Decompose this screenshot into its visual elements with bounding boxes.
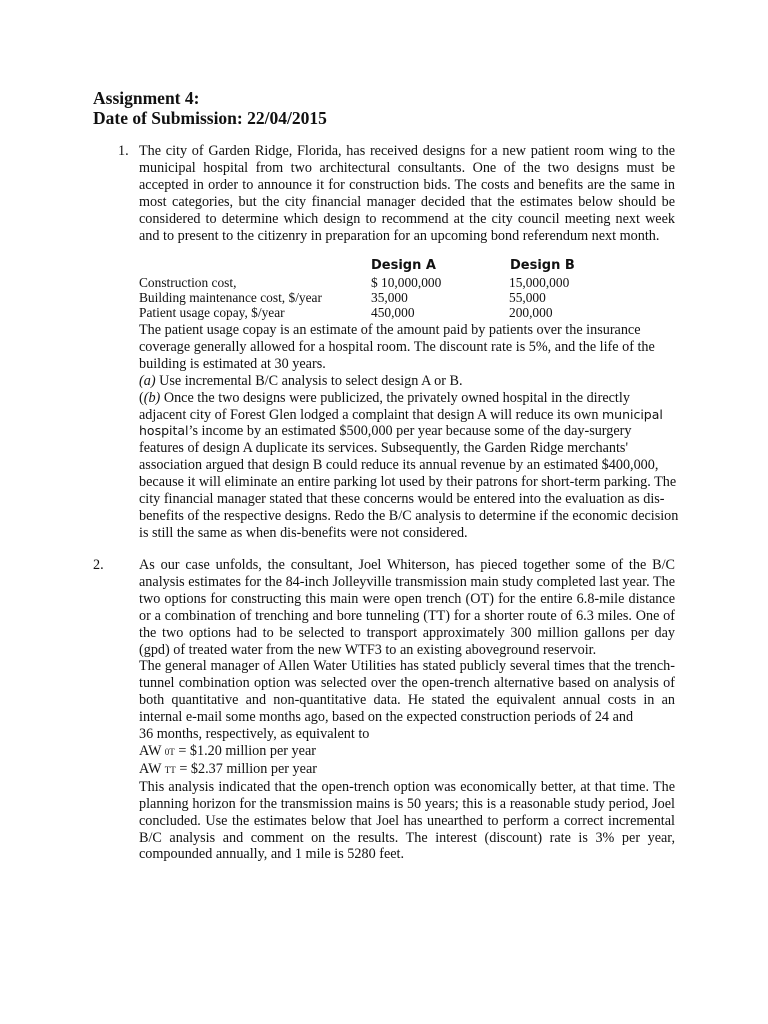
row-value-b: 55,000 [509, 290, 546, 305]
question-1-number: 1. [118, 143, 129, 159]
part-b-text-1: Once the two designs were publicized, the privately owned hospital in the directly adjacent city of Forest Glen lodged a complaint that design A will reduce its own [139, 389, 630, 423]
part-a-text: Use incremental B/C analysis to select design A or B. [155, 372, 463, 389]
row-value-a: 450,000 [371, 305, 415, 320]
question-2-p4: This analysis indicated that the open-trench option was economically better, at that time. The planning horizon for the transmission mains is 50 years; this is a reasonable study period, Joel concluded. Use the estimates below that Joel has unearthed to perform a correct incremental B/C analysis and comment on the results. The interest (discount) rate is 3% per year, compounded annually, and 1 mile is 5280 feet. [139, 778, 675, 863]
aw-ot-subscript: 0T [164, 746, 175, 757]
question-1-intro: The city of Garden Ridge, Florida, has received designs for a new patient room wing to the municipal hospital from two architectural consultants. One of the two designs must be accepted in order to announce it for construction bids. The costs and benefits are the same in most categories, but the city financial manager decided that the estimates below should be considered to determine which design to recommend at the city council meeting next week and to present to the citizenry in preparation for an upcoming bond referendum next month. [139, 143, 675, 244]
part-b: ((b) Once the two designs were publicized, the privately owned hospital in the directly adjacent city of Forest Glen lodged a complaint that design A will reduce its own municipal hospital’s income by an estimated $500,000 per year because some of the day-surgery features of design A duplicate its services. Subsequently, the Garden Ridge merchants' association argued that design B could reduce its annual revenue by an estimated $400,000, because it will eliminate an entire parking lot used by their patrons for short-term parking. The city financial manager stated that these concerns would be entered into the evaluation as dis-benefits of the respective designs. Redo the B/C analysis to determine if the economic decision is still the same as when dis-benefits were not considered. [139, 389, 679, 541]
row-label: Building maintenance cost, $/year [139, 290, 322, 305]
question-2-p3: 36 months, respectively, as equivalent to [139, 726, 370, 743]
aw-tt: AW TT = $2.37 million per year [139, 760, 317, 777]
part-b-text-2: ’s income by an estimated $500,000 per year because some of the day-surgery features of design A duplicate its services. Subsequently, the Garden Ridge merchants' association argued that design B could reduce its annual revenue by an estimated $400,000, because it will eliminate an entire parking lot used by their patrons for short-term parking. The city financial manager stated that these concerns would be entered into the evaluation as dis-benefits of the respective designs. Redo the B/C analysis to determine if the economic decision is still the same as when dis-benefits were not considered. [139, 423, 679, 541]
copay-explanation: The patient usage copay is an estimate of the amount paid by patients over the insurance coverage generally allowed for a hospital room. The discount rate is 5%, and the life of the building is estimated at 30 years. [139, 322, 655, 372]
row-value-a: $ 10,000,000 [371, 275, 442, 290]
question-1-body [139, 322, 679, 542]
row-label: Construction cost, [139, 275, 237, 290]
assignment-title: Assignment 4: [93, 88, 200, 108]
submission-date: Date of Submission: 22/04/2015 [93, 108, 327, 128]
row-value-b: 15,000,000 [509, 275, 570, 290]
row-value-a: 35,000 [371, 290, 408, 305]
part-b-sans-text: municipal hospital [139, 406, 663, 439]
part-b-label: (b) [143, 389, 161, 406]
question-2-p2: The general manager of Allen Water Utilities has stated publicly several times that the trench-tunnel combination option was selected over the open-trench alternative based on analysis of both quantitative and non-quantitative data. He stated the equivalent annual costs in an internal e-mail some months ago, based on the expected construction periods of 24 and [139, 658, 675, 726]
part-a-label: (a) [139, 372, 156, 389]
row-value-b: 200,000 [509, 305, 553, 320]
design-b-header: Design B [510, 258, 575, 273]
question-2-body [139, 557, 675, 863]
question-2-p1: As our case unfolds, the consultant, Joel Whiterson, has pieced together some of the B/C analysis estimates for the 84-inch Jolleyville transmission main study completed last year. The two options for constructing this main were open trench (OT) for the entire 6.8-mile distance or a combination of trenching and bore tunneling (TT) for a shorter route of 6.3 miles. One of the two options had to be selected to transport approximately 300 million gallons per day (gpd) of treated water from the new WTF3 to an existing aboveground reservoir. [139, 557, 675, 658]
part-a [139, 373, 679, 390]
design-a-header: Design A [371, 258, 436, 273]
row-label: Patient usage copay, $/year [139, 305, 285, 320]
aw-tt-subscript: TT [164, 764, 176, 775]
aw-ot: AW 0T = $1.20 million per year [139, 742, 316, 759]
question-2-number: 2. [93, 557, 104, 573]
